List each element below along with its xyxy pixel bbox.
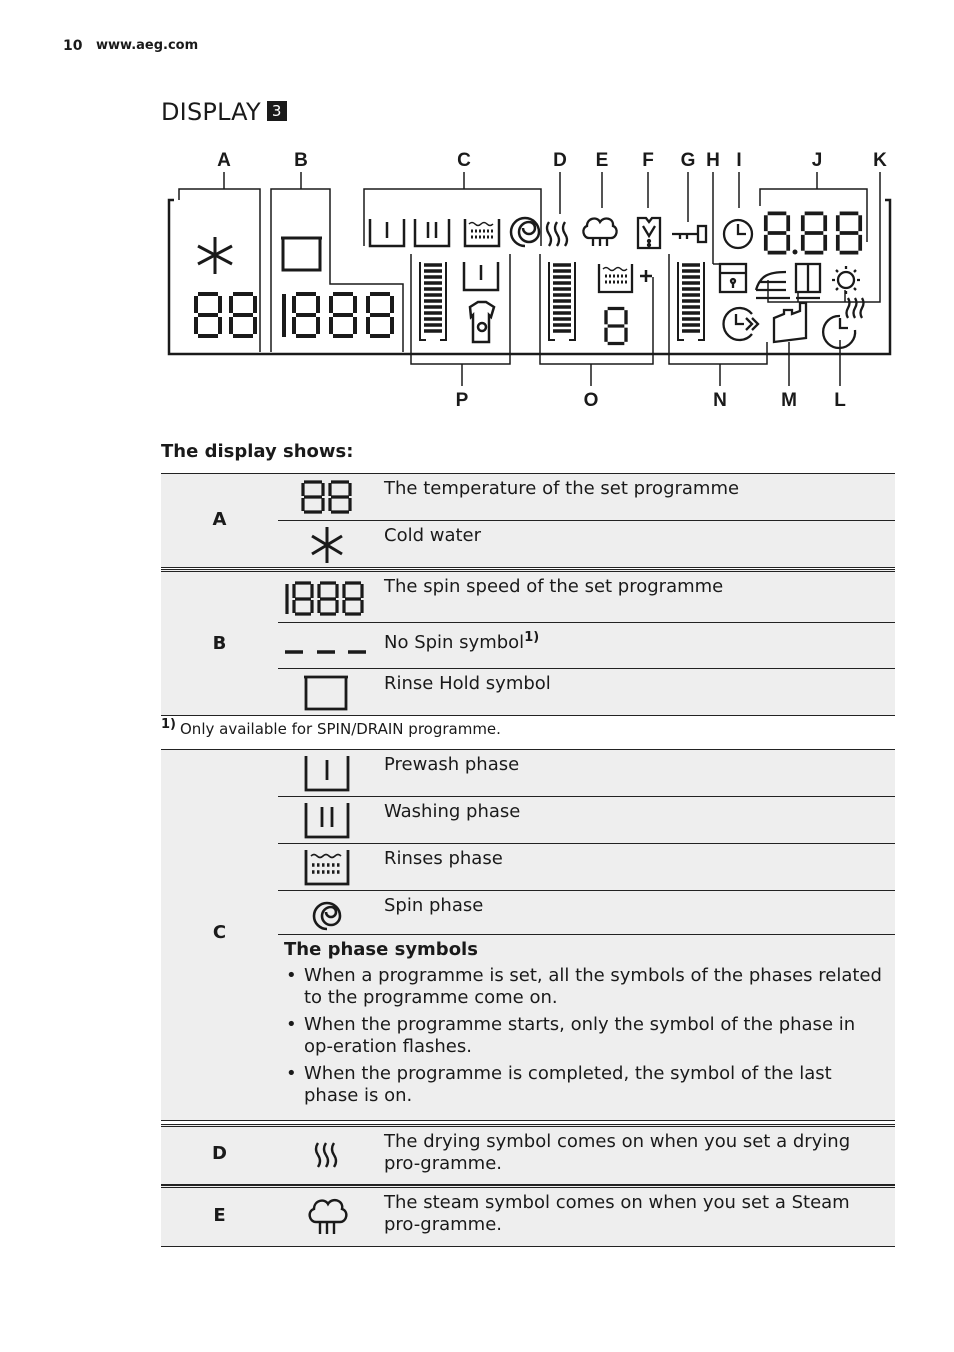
table-row (278, 1127, 895, 1184)
page-number: 10 (63, 38, 83, 54)
footnote: $^{1)}$ Only available for SPIN/DRAIN programme. (161, 717, 501, 738)
row-text: The drying symbol comes on when you set a drying pro-gramme. (384, 1131, 851, 1174)
group-c (161, 749, 895, 1121)
diagram-label-i: I (736, 150, 742, 171)
table-row (278, 750, 895, 796)
diagram-label-h: H (706, 150, 720, 171)
list-item: • When a programme is set, all the symbols of the phases related to the programme come on. (278, 965, 883, 1009)
list-item: • When the programme is completed, the symbol of the last phase is on. (278, 1063, 883, 1107)
rinses-icon (278, 844, 376, 890)
no-spin-dashes-icon (278, 623, 376, 669)
cold-water-icon (278, 521, 376, 567)
group-label: D (212, 1143, 227, 1164)
diagram-label-e: E (595, 150, 609, 171)
group-e (161, 1185, 895, 1247)
diagram-label-g: G (680, 150, 696, 171)
steam-icon (278, 1188, 376, 1246)
diagram-label-d: D (553, 150, 567, 171)
group-d (161, 1124, 895, 1185)
washing-icon (278, 797, 376, 843)
row-text: Cold water (384, 525, 482, 546)
row-text: Prewash phase (384, 754, 520, 775)
row-text: Washing phase (384, 801, 521, 822)
row-text: Spin phase (384, 895, 484, 916)
drying-icon (278, 1127, 376, 1184)
phase-notes (278, 934, 895, 1106)
row-text: The spin speed of the set programme (384, 576, 724, 597)
phase-notes-list (278, 965, 883, 1112)
diagram-label-c: C (457, 150, 471, 171)
footnote-mark: 1) (524, 630, 540, 645)
phase-notes-title: The phase symbols (284, 939, 478, 960)
diagram-label-f: F (642, 150, 654, 171)
row-text: The steam symbol comes on when you set a Steam pro-gramme. (384, 1192, 850, 1235)
diagram-label-b: B (294, 150, 308, 171)
spin-icon (278, 891, 376, 935)
table-row (278, 890, 895, 935)
table-row (278, 622, 895, 669)
diagram-label-p: P (455, 390, 469, 411)
row-text: Rinses phase (384, 848, 503, 869)
table-row (278, 843, 895, 890)
display-shows-heading: The display shows: (161, 441, 354, 462)
website-url: www.aeg.com (96, 38, 199, 53)
row-text: Rinse Hold symbol (384, 673, 551, 694)
group-label: C (212, 922, 227, 943)
diagram-label-o: O (583, 390, 599, 411)
prewash-icon (278, 750, 376, 796)
row-text: No Spin symbol$^{1)}$ (384, 630, 540, 653)
rinse-hold-icon (278, 669, 376, 715)
diagram-label-k: K (873, 150, 887, 171)
table-row (278, 572, 895, 622)
figure-number: 3 (267, 101, 287, 121)
diagram-label-a: A (217, 150, 231, 171)
table-row (278, 474, 895, 520)
group-label: B (212, 633, 227, 654)
two-digit-display-icon (278, 474, 376, 520)
row-text: The temperature of the set programme (384, 478, 740, 499)
group-a (161, 473, 895, 568)
diagram-label-j: J (811, 150, 823, 171)
table-row (278, 1188, 895, 1246)
diagram-label-m: M (781, 390, 797, 411)
list-item: • When the programme starts, only the symbol of the phase in op-eration flashes. (278, 1014, 883, 1058)
diagram-label-n: N (713, 390, 727, 411)
group-label: A (212, 509, 227, 530)
four-digit-display-icon (278, 572, 376, 622)
group-label: E (213, 1205, 226, 1226)
table-row (278, 668, 895, 715)
group-b (161, 569, 895, 716)
table-row (278, 796, 895, 843)
section-title: DISPLAY 3 (161, 98, 287, 126)
table-row (278, 520, 895, 567)
diagram-label-l: L (834, 390, 846, 411)
display-diagram (160, 142, 900, 422)
